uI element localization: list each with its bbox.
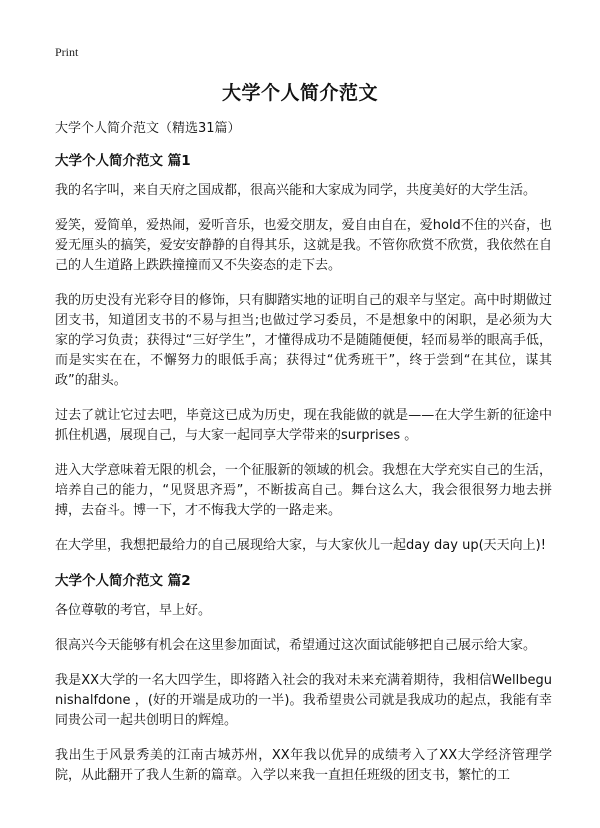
paragraph: 我是XX大学的一名大四学生，即将踏入社会的我对未来充满着期待，我相信Wellbegunishalfdone ，(好的开端是成功的一半)。我希望贵公司就是我成功的起点，我能有幸同贵公司一起共创明日的辉煌。 <box>55 673 552 728</box>
paragraph: 我的历史没有光彩夺目的修饰，只有脚踏实地的证明自己的艰辛与坚定。高中时期做过团支书，知道团支书的不易与担当;也做过学习委员，不是想象中的闲职，是必须为大家的学习负责；获得过“三好学生”，才懂得成功不是随随便便，轻而易举的眼高手低，而是实实在在，不懈努力的眼低手高；获得过“优秀班干”，终于尝到“在其位，谋其政”的甜头。 <box>55 293 552 388</box>
print-label: Print <box>55 45 79 59</box>
section-heading-1: 大学个人简介范文 篇1 <box>55 153 191 169</box>
paragraph: 我的名字叫，来自天府之国成都，很高兴能和大家成为同学，共度美好的大学生活。 <box>55 183 537 198</box>
paragraph: 各位尊敬的考官，早上好。 <box>55 603 212 618</box>
paragraph: 爱笑，爱简单，爱热闹，爱听音乐，也爱交朋友，爱自由自在，爱hold不住的兴奋，也爱无厘头的搞笑，爱安安静静的自得其乐，这就是我。不管你欣赏不欣赏，我依然在自己的人生道路上跌跌撞撞而又不失姿态的走下去。 <box>55 218 552 273</box>
document-title: 大学个人简介范文 <box>221 82 378 104</box>
paragraph: 进入大学意味着无限的机会，一个征服新的领域的机会。我想在大学充实自己的生活，培养自己的能力，“见贤思齐焉”，不断拔高自己。舞台这么大，我会很很努力地去拼搏，去奋斗。博一下，才不悔我大学的一路走来。 <box>55 463 552 518</box>
paragraph: 过去了就让它过去吧，毕竟这已成为历史，现在我能做的就是——在大学生新的征途中抓住机遇，展现自己，与大家一起同享大学带来的surprises 。 <box>55 408 552 443</box>
paragraph: 很高兴今天能够有机会在这里参加面试，希望通过这次面试能够把自己展示给大家。 <box>55 638 537 653</box>
paragraph: 在大学里，我想把最给力的自己展现给大家，与大家伙儿一起day day up(天天向上)! <box>55 538 546 553</box>
document-subtitle: 大学个人简介范文（精选31篇） <box>55 121 241 136</box>
section-heading-2: 大学个人简介范文 篇2 <box>55 573 191 589</box>
paragraph: 我出生于风景秀美的江南古城苏州，XX年我以优异的成绩考入了XX大学经济管理学院，从此翻开了我人生新的篇章。入学以来我一直担任班级的团支书，繁忙的工 <box>55 748 552 783</box>
document-body <box>55 119 552 801</box>
